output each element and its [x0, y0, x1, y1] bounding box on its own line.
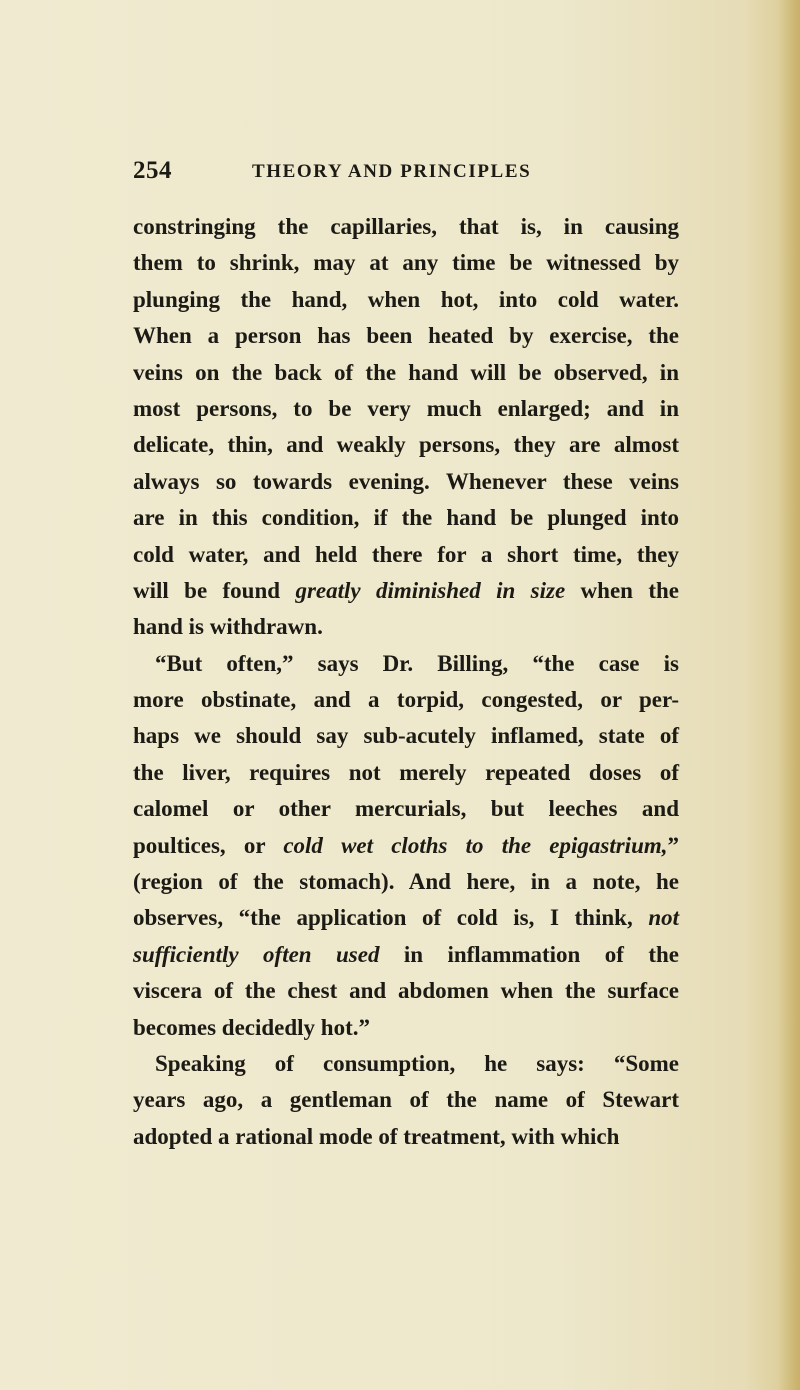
- page-edge: [778, 0, 800, 1390]
- running-title: THEORY AND PRINCIPLES: [252, 161, 532, 182]
- text-run: hand is withdrawn.: [133, 614, 323, 640]
- text-line: [133, 500, 679, 536]
- text-run: veins on the back of the hand will be observed, in: [133, 359, 679, 385]
- body-text: [133, 209, 679, 1155]
- italic-text: not: [648, 905, 679, 931]
- text-line: [133, 573, 679, 609]
- text-line: [133, 1046, 679, 1082]
- text-run: years ago, a gentleman of the name of Stewart: [133, 1087, 679, 1113]
- text-run: viscera of the chest and abdomen when the surface: [133, 978, 679, 1004]
- text-run: observes, “the application of cold is, I think,: [133, 905, 649, 931]
- text-line: [133, 791, 679, 827]
- text-line: [133, 646, 679, 682]
- text-line: [133, 391, 679, 427]
- page-header: [133, 157, 633, 191]
- text-run: haps we should say sub-acutely inflamed, state of: [133, 723, 679, 749]
- text-line: [133, 828, 679, 864]
- text-line: [133, 755, 679, 791]
- text-line: [133, 1119, 679, 1155]
- text-line: [133, 609, 679, 645]
- text-line: [133, 1010, 679, 1046]
- text-run: cold water, and held there for a short time, they: [133, 541, 679, 567]
- text-run: will be found: [133, 577, 296, 603]
- text-run: Speaking of consumption, he says: “Some: [155, 1050, 679, 1076]
- text-line: [133, 318, 679, 354]
- text-line: [133, 900, 679, 936]
- text-run: becomes decidedly hot.”: [133, 1014, 371, 1040]
- text-run: always so towards evening. Whenever these veins: [133, 468, 679, 494]
- text-run: are in this condition, if the hand be plunged into: [133, 505, 679, 531]
- text-run: When a person has been heated by exercise, the: [133, 323, 679, 349]
- text-run: poultices, or: [133, 832, 284, 858]
- page-number: 254: [133, 157, 172, 184]
- text-line: [133, 427, 679, 463]
- text-run: adopted a rational mode of treatment, with which: [133, 1123, 620, 1149]
- text-line: [133, 718, 679, 754]
- text-line: [133, 1082, 679, 1118]
- text-run: calomel or other mercurials, but leeches and: [133, 796, 679, 822]
- text-run: ”: [667, 832, 680, 858]
- text-run: delicate, thin, and weakly persons, they are almost: [133, 432, 679, 458]
- text-run: more obstinate, and a torpid, congested, or per-: [133, 687, 679, 713]
- text-run: (region of the stomach). And here, in a note, he: [133, 869, 679, 895]
- text-line: [133, 464, 679, 500]
- text-run: “But often,” says Dr. Billing, “the case is: [155, 650, 679, 676]
- text-line: [133, 282, 679, 318]
- text-run: the liver, requires not merely repeated doses of: [133, 759, 679, 785]
- text-line: [133, 355, 679, 391]
- text-line: [133, 682, 679, 718]
- italic-text: greatly diminished in size: [295, 577, 566, 603]
- text-line: [133, 537, 679, 573]
- italic-text: sufficiently often used: [133, 941, 380, 967]
- text-run: most persons, to be very much enlarged; and in: [133, 395, 679, 421]
- text-line: [133, 245, 679, 281]
- italic-text: cold wet cloths to the epigastrium,: [283, 832, 668, 858]
- text-run: plunging the hand, when hot, into cold water.: [133, 286, 679, 312]
- text-line: [133, 209, 679, 245]
- text-line: [133, 973, 679, 1009]
- text-line: [133, 864, 679, 900]
- text-run: constringing the capillaries, that is, in causing: [133, 214, 679, 239]
- text-run: them to shrink, may at any time be witnessed by: [133, 250, 679, 276]
- text-run: when the: [565, 577, 679, 603]
- text-line: [133, 937, 679, 973]
- text-run: in inflammation of the: [379, 941, 679, 967]
